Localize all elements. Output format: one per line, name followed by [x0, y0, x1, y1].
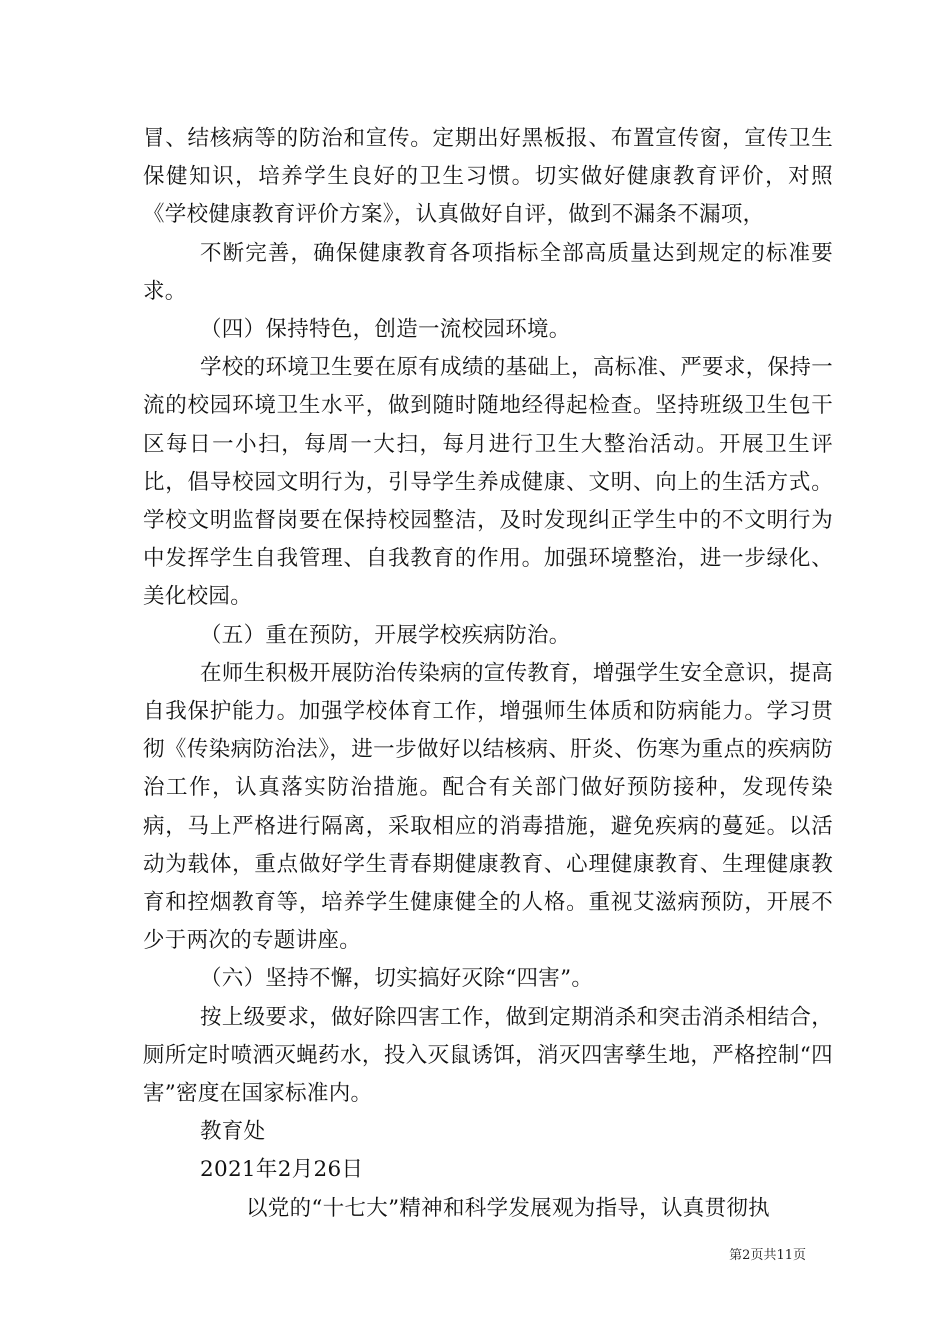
section-heading-4: （四）保持特色，创造一流校园环境。: [200, 317, 571, 343]
paragraph-continuation: 冒、结核病等的防治和宣传。定期出好黑板报、布置宣传窗，宣传卫生保健知识，培养学生良好的卫生习惯。切实做好健康教育评价，对照《学校健康教育评价方案》，认真做好自评，做到不漏条不漏项，: [143, 126, 833, 228]
paragraph-next-doc: 以党的“十七大”精神和科学发展观为指导，认真贯彻执: [246, 1195, 770, 1221]
section-heading-6: （六）坚持不懈，切实搞好灭除“四害”。: [200, 966, 594, 992]
paragraph-disease-prevention: 在师生积极开展防治传染病的宣传教育，增强学生安全意识，提高自我保护能力。加强学校体育工作，增强师生体质和防病能力。学习贯彻《传染病防治法》，进一步做好以结核病、肝炎、伤寒为重点的疾病防治工作，认真落实防治措施。配合有关部门做好预防接种，发现传染病，马上严格进行隔离，采取相应的消毒措施，避免疾病的蔓延。以活动为载体，重点做好学生青春期健康教育、心理健康教育、生理健康教育和控烟教育等，培养学生健康健全的人格。重视艾滋病预防，开展不少于两次的专题讲座。: [143, 660, 833, 954]
paragraph-environment: 学校的环境卫生要在原有成绩的基础上，高标准、严要求，保持一流的校园环境卫生水平，做到随时随地经得起检查。坚持班级卫生包干区每日一小扫，每周一大扫，每月进行卫生大整治活动。开展卫生评比，倡导校园文明行为，引导学生养成健康、文明、向上的生活方式。学校文明监督岗要在保持校园整洁，及时发现纠正学生中的不文明行为中发挥学生自我管理、自我教育的作用。加强环境整治，进一步绿化、美化校园。: [143, 355, 833, 610]
paragraph-standards: 不断完善，确保健康教育各项指标全部高质量达到规定的标准要求。: [143, 240, 833, 304]
paragraph-four-pests: 按上级要求，做好除四害工作，做到定期消杀和突击消杀相结合，厕所定时喷洒灭蝇药水，投入灭鼠诱饵，消灭四害孳生地，严格控制“四害”密度在国家标准内。: [143, 1004, 833, 1107]
section-heading-5: （五）重在预防，开展学校疾病防治。: [200, 622, 571, 648]
signature-date: 2021年2月26日: [200, 1157, 364, 1183]
signature-department: 教育处: [200, 1119, 266, 1145]
document-body: [143, 120, 833, 1228]
page-number: 第2页共11页: [729, 1248, 806, 1263]
